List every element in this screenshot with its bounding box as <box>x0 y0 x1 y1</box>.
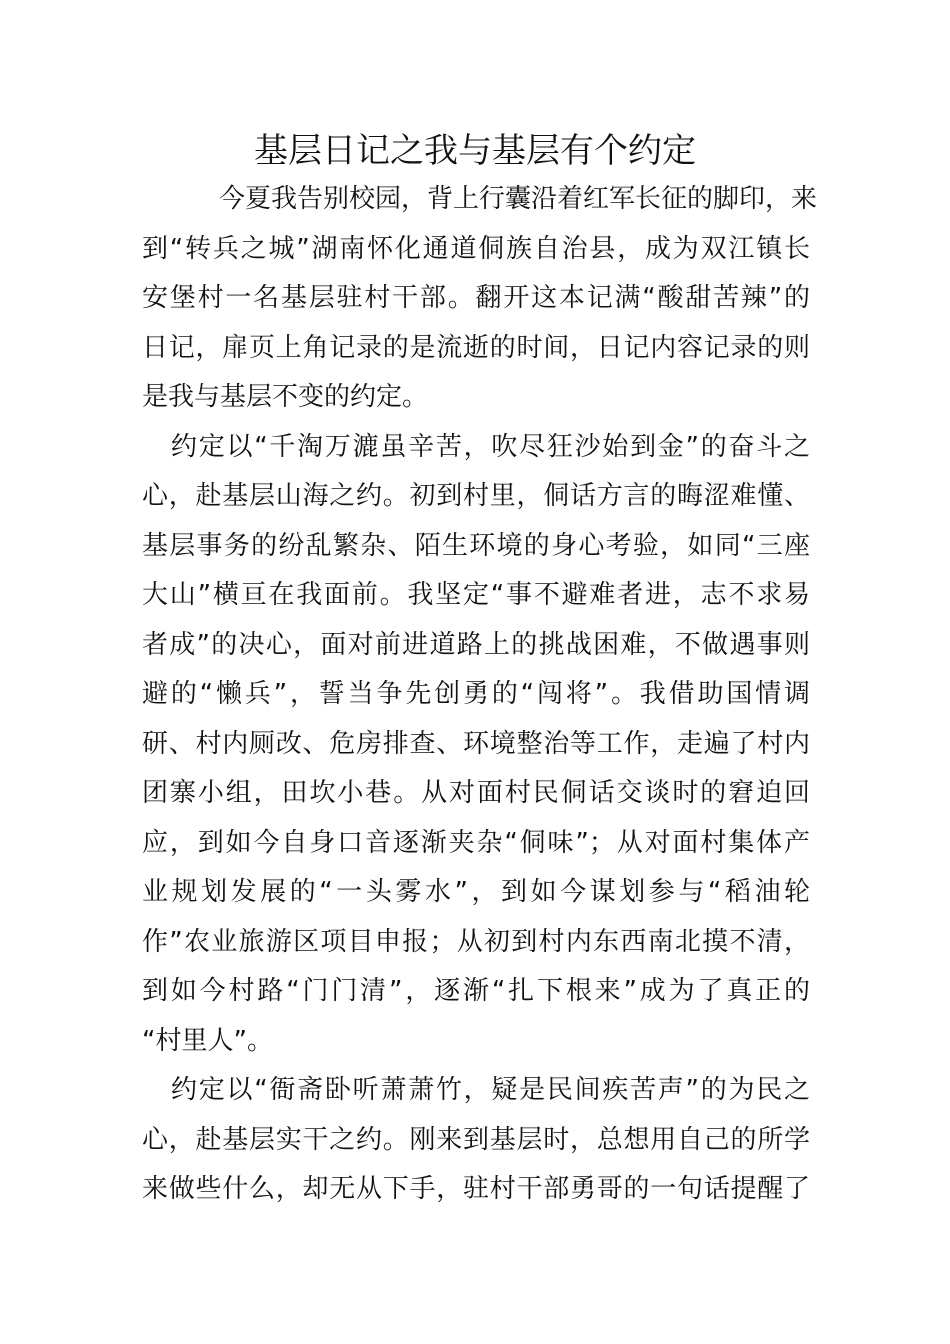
paragraph-1-line-1: 今夏我告别校园，背上行囊沿着红军长征的脚印，来 <box>219 184 818 214</box>
paragraph-2-line-13: “村里人”。 <box>142 1025 273 1056</box>
paragraph-2-line-12: 到如今村路“门门清”，逐渐“扎下根来”成为了真正的 <box>142 976 810 1006</box>
paragraph-2-line-4: 大山”横亘在我面前。我坚定“事不避难者进，志不求易 <box>142 580 810 610</box>
document-body <box>142 175 818 1215</box>
paragraph-2-line-6: 避的“懒兵”，誓当争先创勇的“闯将”。我借助国情调 <box>142 679 810 709</box>
paragraph-2-line-1: 约定以“千淘万漉虽辛苦，吹尽狂沙始到金”的奋斗之 <box>171 431 810 462</box>
paragraph-3-line-3: 来做些什么，却无从下手，驻村干部勇哥的一句话提醒了 <box>142 1174 810 1204</box>
paragraph-2-line-7: 研、村内厕改、危房排查、环境整治等工作，走遍了村内 <box>142 728 810 759</box>
paragraph-1-line-5: 是我与基层不变的约定。 <box>142 382 429 412</box>
paragraph-2-line-5: 者成”的决心，面对前进道路上的挑战困难，不做遇事则 <box>142 629 810 660</box>
paragraph-2-line-3: 基层事务的纷乱繁杂、陌生环境的身心考验，如同“三座 <box>142 530 810 561</box>
paragraph-2-line-9: 应，到如今自身口音逐渐夹杂“侗味”；从对面村集体产 <box>142 827 810 858</box>
paragraph-3-line-1: 约定以“衙斋卧听萧萧竹，疑是民间疾苦声”的为民之 <box>171 1075 810 1105</box>
paragraph-2-line-8: 团寨小组，田坎小巷。从对面村民侗话交谈时的窘迫回 <box>142 778 810 808</box>
paragraph-2-line-2: 心，赴基层山海之约。初到村里，侗话方言的晦涩难懂、 <box>142 481 810 511</box>
paragraph-1-line-3: 安堡村一名基层驻村干部。翻开这本记满“酸甜苦辣”的 <box>142 283 810 313</box>
paragraph-2-line-10: 业规划发展的“一头雾水”，到如今谋划参与“稻油轮 <box>142 877 810 907</box>
document-title: 基层日记之我与基层有个约定 <box>254 131 696 171</box>
paragraph-1-line-2: 到“转兵之城”湖南怀化通道侗族自治县，成为双江镇长 <box>142 233 810 264</box>
paragraph-1-line-4: 日记，扉页上角记录的是流逝的时间，日记内容记录的则 <box>142 332 810 363</box>
paragraph-3-line-2: 心，赴基层实干之约。刚来到基层时，总想用自己的所学 <box>142 1124 810 1155</box>
paragraph-2-line-11: 作”农业旅游区项目申报；从初到村内东西南北摸不清， <box>142 926 810 957</box>
